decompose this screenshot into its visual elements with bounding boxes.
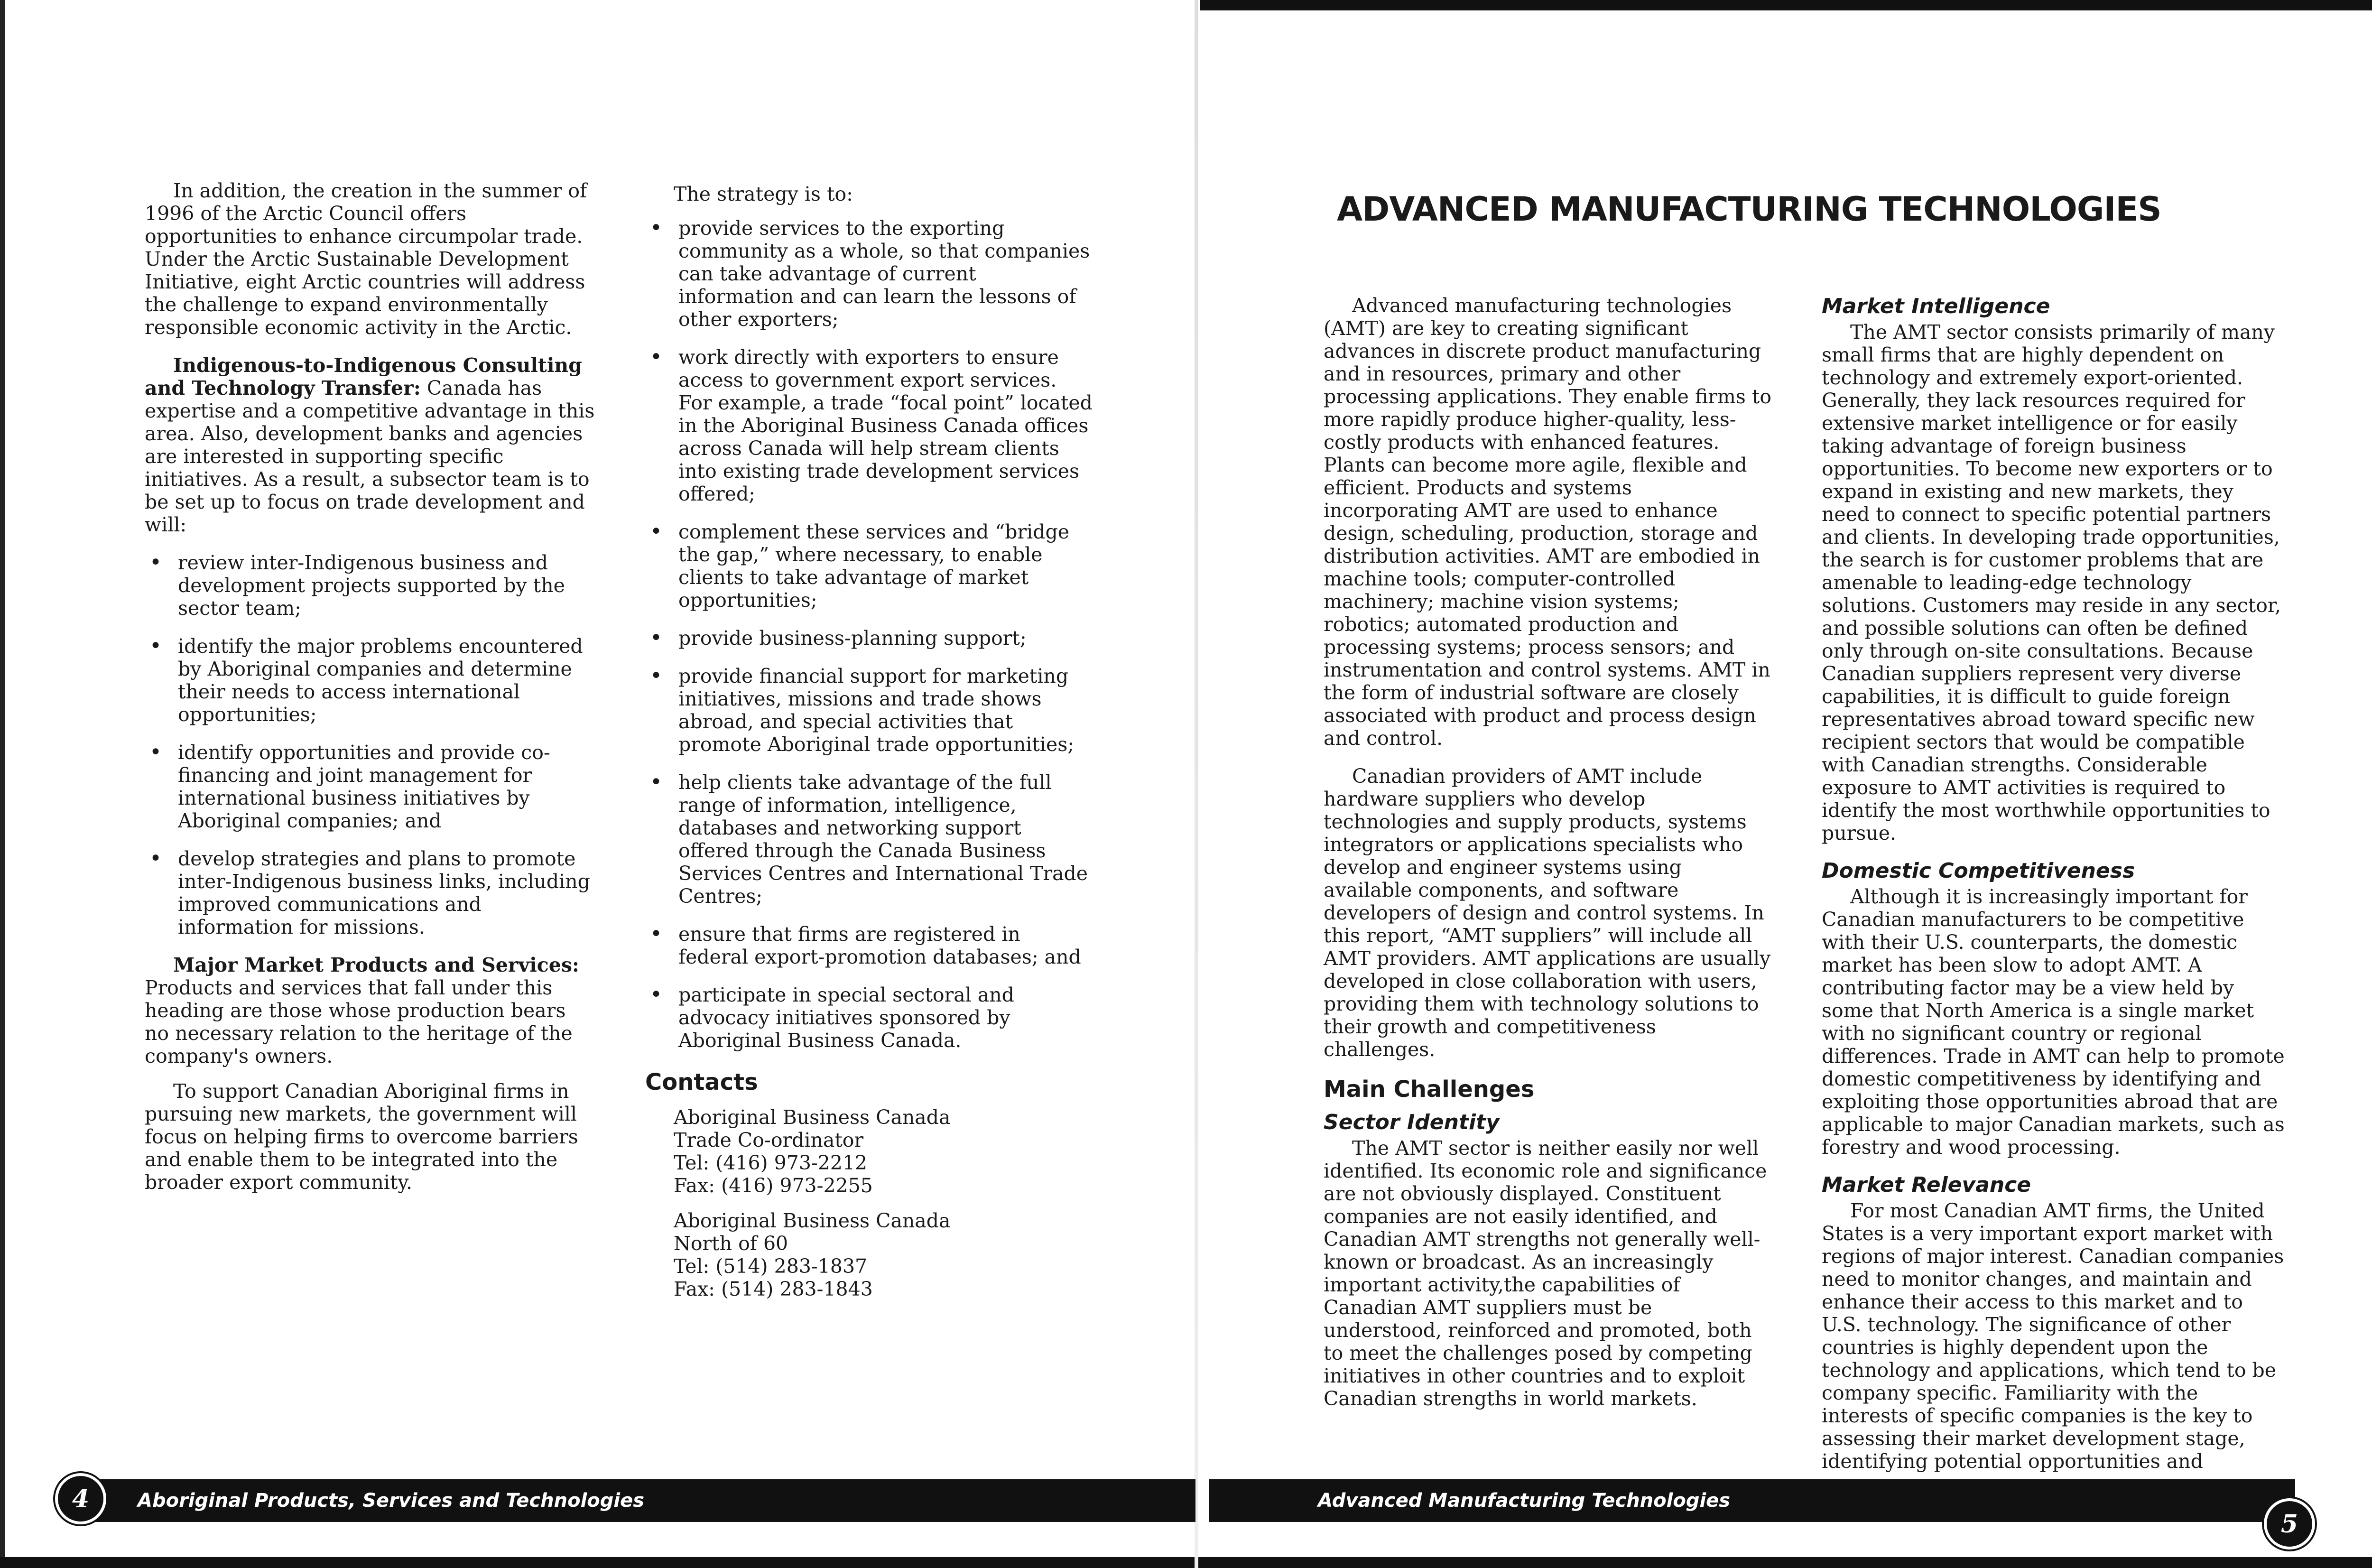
scan-edge-bottom: [0, 1557, 2372, 1568]
list-item: • provide services to the exporting community as a whole, so that companies can take advantage of current information and can learn the lessons of other exporters;: [645, 217, 1096, 331]
subsector-team-list: [145, 551, 595, 938]
list-item: • identify the major problems encountered by Aboriginal companies and determine their needs to access international opportunities;: [145, 635, 595, 726]
contact-line: Tel: (514) 283-1837: [674, 1255, 868, 1278]
contact-line: Fax: (514) 283-1843: [674, 1278, 873, 1300]
contact-line: Aboriginal Business Canada: [674, 1209, 951, 1232]
list-item: • provide financial support for marketing initiatives, missions and trade shows abroad, and special activities that promote Aboriginal trade opportunities;: [645, 665, 1096, 756]
page-gutter: [1195, 0, 1198, 1568]
main-challenges-heading: Main Challenges: [1324, 1076, 1535, 1103]
list-item: • work directly with exporters to ensure access to government export services. For example, a trade “focal point” located in the Aboriginal Business Canada offices across Canada will help stream clients into existing trade development services offered;: [645, 346, 1096, 505]
left-footer-bar: [71, 1479, 1195, 1522]
list-item: • complement these services and “bridge the gap,” where necessary, to enable clients to take advantage of market opportunities;: [645, 520, 1096, 612]
right-running-title: Advanced Manufacturing Technologies: [1318, 1490, 1731, 1512]
sector-identity-paragraph: The AMT sector is neither easily nor well identified. Its economic role and significance are not obviously displayed. Constituent companies are not easily identified, and Canadian AMT strengths not generally well-known or broadcast. As an increasingly important activity,the capabilities of Canadian AMT suppliers must be understood, reinforced and promoted, both to meet the challenges posed by competing initiatives in other countries and to exploit Canadian strengths in world markets.: [1324, 1137, 1767, 1410]
domestic-competitiveness-paragraph: Although it is increasingly important for Canadian manufacturers to be competitive with their U.S. counterparts, the domestic market has been slow to adopt AMT. A contributing factor may be a view held by some that North America is a single market with no significant country or regional differences. Trade in AMT can help to promote domestic competitiveness by identifying and exploiting those opportunities abroad that are applicable to major Canadian markets, such as forestry and wood processing.: [1822, 885, 2285, 1159]
contact-line: Aboriginal Business Canada: [674, 1106, 951, 1129]
left-page-column-1: [145, 179, 595, 1209]
support-firms-paragraph: To support Canadian Aboriginal firms in pursuing new markets, the government will focus on helping firms to overcome barriers and enable them to be integrated into the broader export community.: [145, 1080, 578, 1194]
market-intelligence-heading: Market Intelligence: [1822, 294, 2050, 318]
market-relevance-heading: Market Relevance: [1822, 1173, 2031, 1197]
right-page-column-1: [1324, 294, 1772, 1425]
contact-line: North of 60: [674, 1232, 788, 1255]
major-market-text: Products and services that fall under this heading are those whose production bears no necessary relation to the heritage of the company's owners.: [145, 976, 573, 1067]
left-page-column-2: [645, 183, 1096, 1313]
contacts-heading: Contacts: [645, 1069, 758, 1095]
scan-edge-top: [1200, 0, 2372, 10]
contact-block-north-of-60: [645, 1209, 1096, 1300]
market-intelligence-paragraph: The AMT sector consists primarily of many small firms that are highly dependent on technology and extremely export-oriented. Generally, they lack resources required for extensive market intelligence or for easily taking advantage of foreign business opportunities. To become new exporters or to expand in existing and new markets, they need to connect to specific potential partners and clients. In developing trade opportunities, the search is for customer problems that are amenable to leading-edge technology solutions. Customers may reside in any sector, and possible solutions can often be defined only through on-site consultations. Because Canadian suppliers represent very diverse capabilities, it is difficult to guide foreign representatives abroad toward specific new recipient sectors that would be compatible with Canadian strengths. Considerable exposure to AMT activities is required to identify the most worthwhile opportunities to pursue.: [1822, 321, 2281, 844]
strategy-intro: The strategy is to:: [674, 183, 853, 205]
amt-providers-paragraph: Canadian providers of AMT include hardware suppliers who develop technologies and supply products, systems integrators or applications specialists who develop and engineer systems using available components, and software developers of design and control systems. In this report, “AMT suppliers” will include all AMT providers. AMT applications are usually developed in close collaboration with users, providing them with technology solutions to their growth and competitiveness challenges.: [1324, 765, 1771, 1061]
arctic-council-paragraph: In addition, the creation in the summer of 1996 of the Arctic Council offers opportunities to enhance circumpolar trade. Under the Arctic Sustainable Development Initiative, eight Arctic countries will address the challenge to expand environmentally responsible economic activity in the Arctic.: [145, 179, 587, 339]
right-page-number: 5: [2264, 1498, 2315, 1549]
contact-line: Tel: (416) 973-2212: [674, 1151, 868, 1174]
list-item: • provide business-planning support;: [645, 627, 1096, 649]
contact-line: Fax: (416) 973-2255: [674, 1174, 873, 1197]
right-page-column-2: [1822, 295, 2287, 1488]
page-title: ADVANCED MANUFACTURING TECHNOLOGIES: [1337, 190, 2161, 229]
indigenous-consulting-text: Canada has expertise and a competitive advantage in this area. Also, development banks and agencies are interested in supporting specific initiatives. As a result, a subsector team is to be set up to focus on trade development and will:: [145, 377, 595, 536]
major-market-heading: Major Market Products and Services:: [173, 954, 580, 976]
amt-intro-paragraph: Advanced manufacturing technologies (AMT) are key to creating significant advances in discrete product manufacturing and in resources, primary and other processing applications. They enable firms to more rapidly produce higher-quality, less-costly products with enhanced features. Plants can become more agile, flexible and efficient. Products and systems incorporating AMT are used to enhance design, scheduling, production, storage and distribution activities. AMT are embodied in machine tools; computer-controlled machinery; machine vision systems; robotics; automated production and processing systems; process sensors; and instrumentation and control systems. AMT in the form of industrial software are closely associated with product and process design and control.: [1324, 294, 1772, 750]
major-market-paragraph: [145, 954, 595, 1067]
list-item: • review inter-Indigenous business and development projects supported by the sector team;: [145, 551, 595, 620]
market-relevance-paragraph: For most Canadian AMT firms, the United States is a very important export market with regions of major interest. Canadian companies need to monitor changes, and maintain and enhance their access to this market and to U.S. technology. The significance of other countries is highly dependent upon the technology and applications, which tend to be company specific. Familiarity with the interests of specific companies is the key to assessing their market development stage, identifying potential opportunities and: [1822, 1199, 2284, 1473]
indigenous-consulting-heading: Indigenous-to-Indigenous Consulting and Technology Transfer:: [145, 354, 582, 399]
sector-identity-heading: Sector Identity: [1324, 1110, 1500, 1134]
list-item: • participate in special sectoral and advocacy initiatives sponsored by Aboriginal Business Canada.: [645, 983, 1096, 1052]
right-footer-bar: [1209, 1479, 2295, 1522]
strategy-list: [645, 217, 1096, 1052]
list-item: • help clients take advantage of the full range of information, intelligence, databases and networking support offered through the Canada Business Services Centres and International Trade Centres;: [645, 771, 1096, 908]
contact-block-trade-coordinator: [645, 1106, 1096, 1197]
contact-line: Trade Co-ordinator: [674, 1129, 864, 1151]
scan-edge-left: [0, 0, 5, 1568]
indigenous-consulting-paragraph: [145, 354, 595, 536]
list-item: • ensure that firms are registered in federal export-promotion databases; and: [645, 923, 1096, 968]
domestic-competitiveness-heading: Domestic Competitiveness: [1822, 859, 2135, 883]
list-item: • identify opportunities and provide co-financing and joint management for international business initiatives by Aboriginal companies; and: [145, 741, 595, 832]
left-running-title: Aboriginal Products, Services and Technologies: [138, 1490, 645, 1512]
left-page-number: 4: [55, 1473, 106, 1524]
list-item: • develop strategies and plans to promote inter-Indigenous business links, including improved communications and information for missions.: [145, 847, 595, 938]
